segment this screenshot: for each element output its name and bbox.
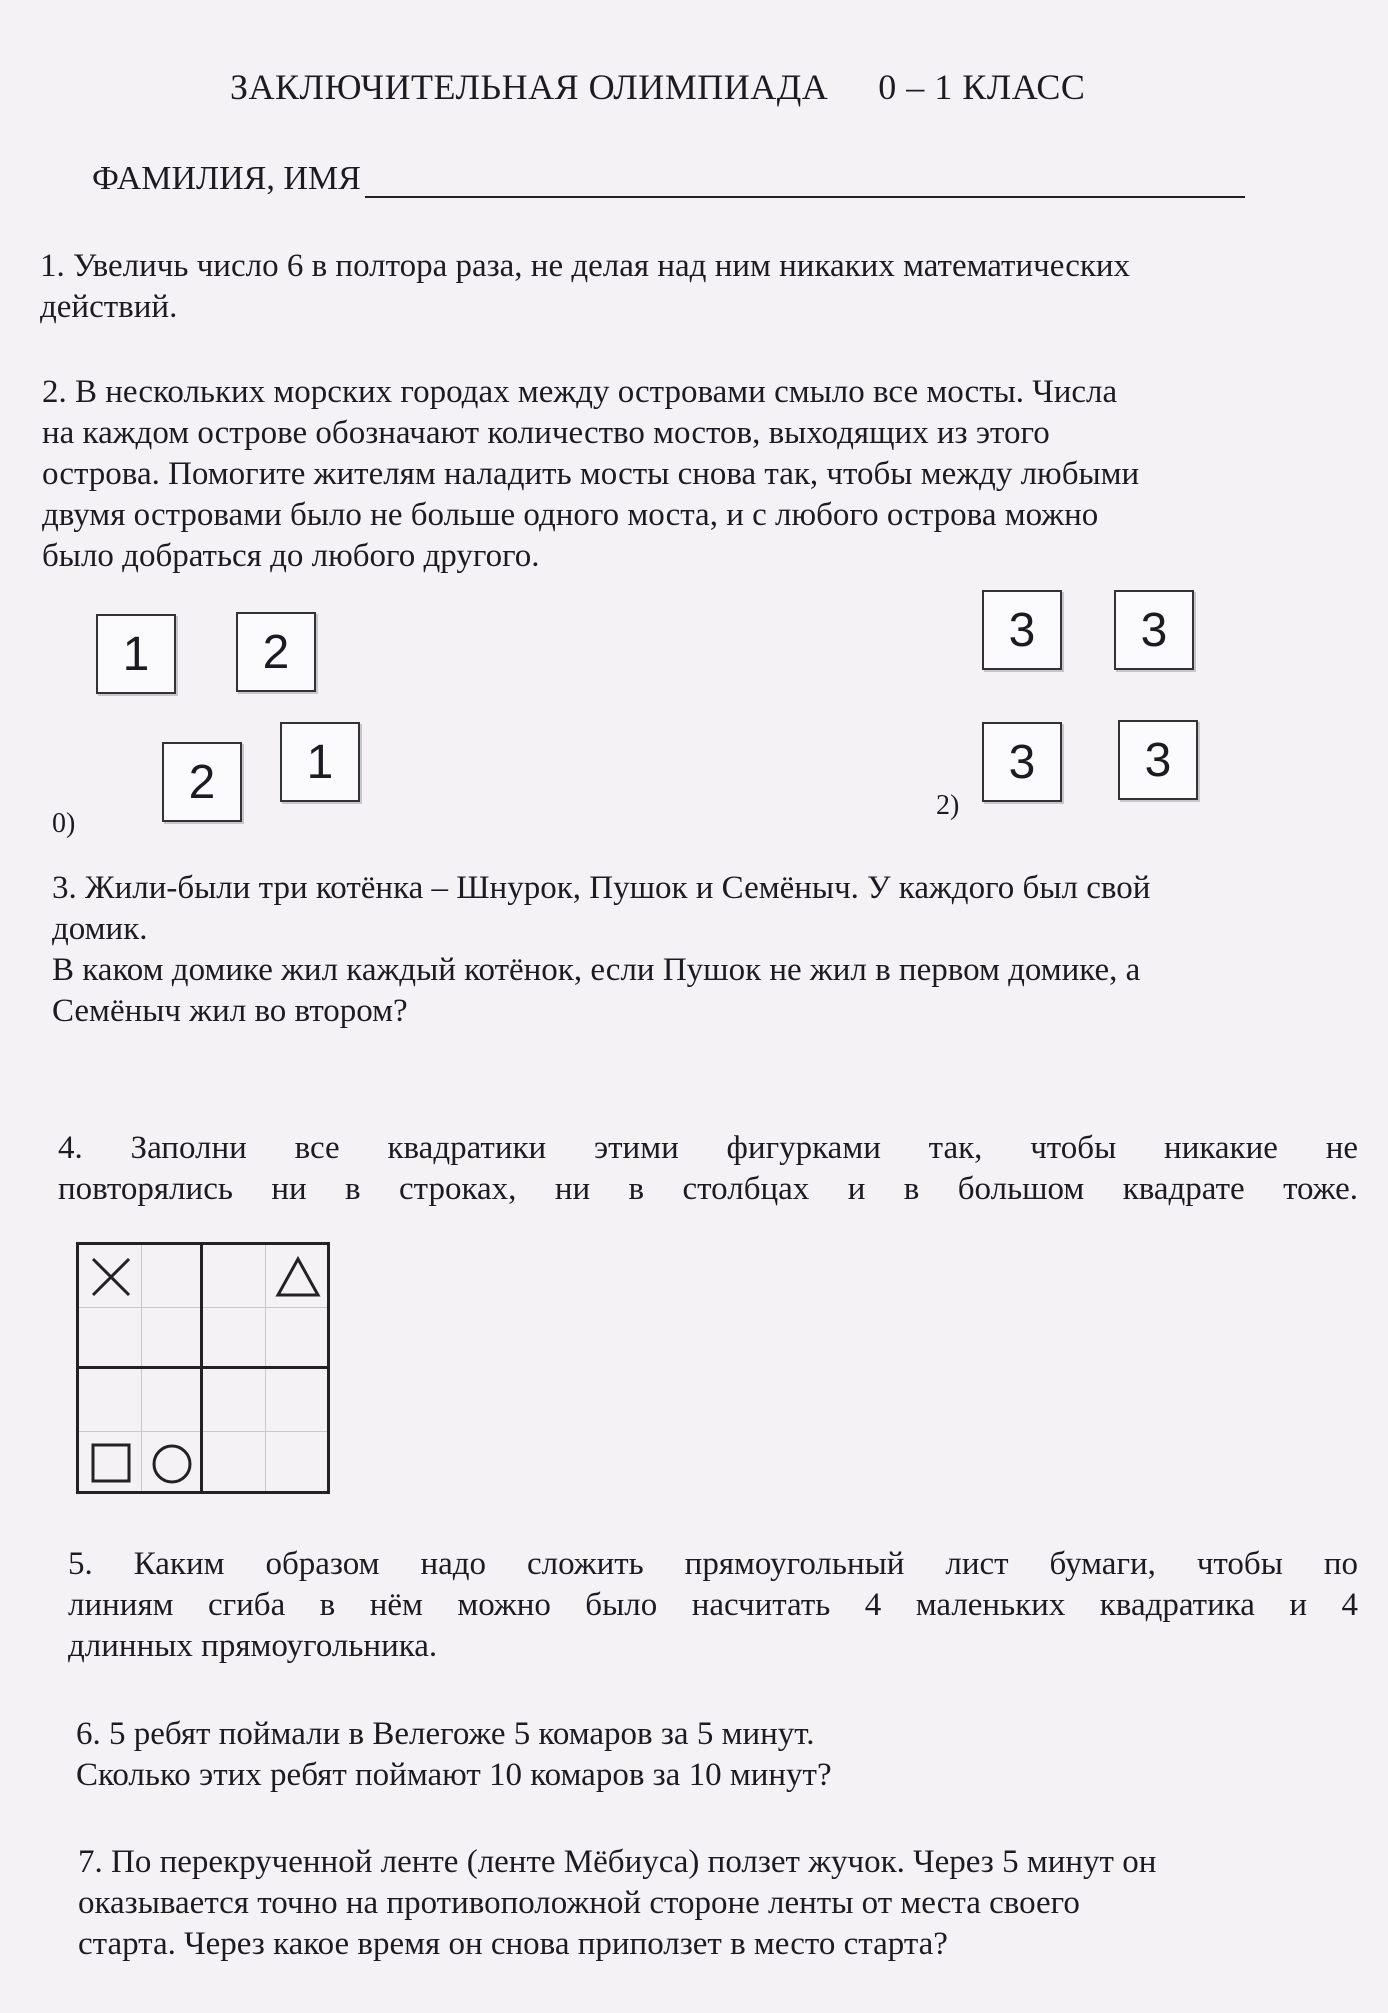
task-6-line: 6. 5 ребят поймали в Велегоже 5 комаров за 5 минут. (76, 1716, 815, 1752)
task-2-line: острова. Помогите жителям наладить мосты снова так, чтобы между любыми (42, 456, 1140, 492)
task-5-line: длинных прямоугольника. (68, 1628, 438, 1664)
task-2 (42, 372, 1352, 577)
island-box: 3 (982, 722, 1062, 802)
task-2-line: 2. В нескольких морских городах между островами смыло все мосты. Числа (42, 374, 1118, 410)
class-label: 0 – 1 КЛАСС (878, 67, 1086, 107)
task-3-line: Семёныч жил во втором? (52, 993, 408, 1029)
task-4 (58, 1128, 1358, 1210)
island-box: 2 (162, 742, 242, 822)
task-6 (76, 1714, 1356, 1796)
task-4-line: 4. Заполни все квадратики этими фигурками так, чтобы никакие не (58, 1130, 1358, 1166)
task-7-line: 7. По перекрученной ленте (ленте Мёбиуса) ползет жучок. Через 5 минут он (78, 1844, 1157, 1880)
island-box: 1 (280, 722, 360, 802)
island-box: 3 (982, 590, 1062, 670)
task-5-line: 5. Каким образом надо сложить прямоугольный лист бумаги, чтобы по (68, 1546, 1358, 1582)
circle-icon (149, 1441, 195, 1487)
task-3-line: В каком домике жил каждый котёнок, если Пушок не жил в первом домике, а (52, 952, 1141, 988)
puzzle-0-label: 0) (52, 808, 76, 839)
task-2-line: двумя островами было не больше одного моста, и с любого острова можно (42, 497, 1099, 533)
task-7 (78, 1842, 1358, 1965)
grid-thin-line (79, 1307, 327, 1308)
name-label: ФАМИЛИЯ, ИМЯ (92, 160, 361, 197)
grid-thick-line (79, 1366, 327, 1369)
task-4-line: повторялись ни в строках, ни в столбцах и в большом квадрате тоже. (58, 1171, 1358, 1207)
task-1-line: 1. Увеличь число 6 в полтора раза, не делая над ним никаких математических (40, 248, 1131, 284)
task-3-line: домик. (52, 911, 148, 947)
task-5-line: линиям сгиба в нём можно было насчитать 4 маленьких квадратика и 4 (68, 1587, 1358, 1623)
task-5 (68, 1544, 1358, 1667)
island-box: 3 (1114, 590, 1194, 670)
triangle-icon (275, 1255, 321, 1299)
grid-thin-line (79, 1431, 327, 1432)
task-2-line: было добраться до любого другого. (42, 538, 540, 574)
island-box: 1 (96, 614, 176, 694)
task-1 (40, 246, 1350, 328)
task-6-line: Сколько этих ребят поймают 10 комаров за 10 минут? (76, 1757, 832, 1793)
task-3 (52, 868, 1362, 1032)
name-row (92, 160, 1245, 198)
square-icon (89, 1441, 133, 1485)
title-text: ЗАКЛЮЧИТЕЛЬНАЯ ОЛИМПИАДА (230, 67, 829, 107)
task-1-line: действий. (40, 289, 178, 325)
task-3-line: 3. Жили-были три котёнка – Шнурок, Пушок и Семёныч. У каждого был свой (52, 870, 1151, 906)
name-blank-line[interactable] (365, 166, 1245, 198)
page-title (230, 66, 1085, 108)
task-7-line: старта. Через какое время он снова приползет в место старта? (78, 1926, 948, 1962)
cross-icon (89, 1255, 133, 1299)
island-box: 2 (236, 612, 316, 692)
puzzle-2-label: 2) (936, 790, 960, 821)
task-7-line: оказывается точно на противоположной стороне ленты от места своего (78, 1885, 1080, 1921)
task-2-line: на каждом острове обозначают количество мостов, выходящих из этого (42, 415, 1050, 451)
island-box: 3 (1118, 720, 1198, 800)
puzzle-grid (76, 1242, 330, 1494)
